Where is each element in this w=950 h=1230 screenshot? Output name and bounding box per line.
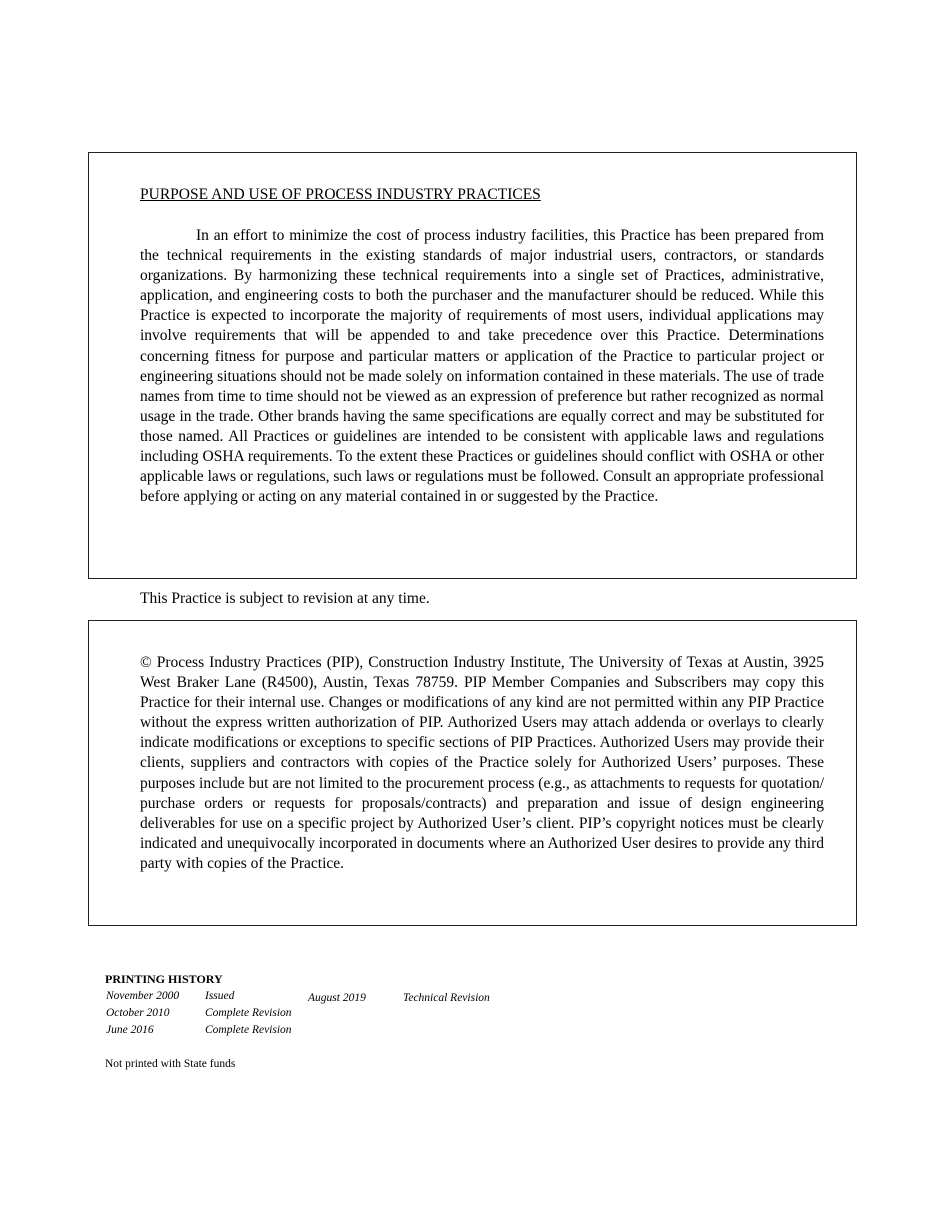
- purpose-paragraph: In an effort to minimize the cost of process industry facilities, this Practice has been prepared from the technical requirements in the existing standards of major industrial users, contractors, or standards organizations. By harmonizing these technical requirements into a single set of Practices, administrative, application, and engineering costs to both the purchaser and the manufacturer should be reduced. While this Practice is expected to incorporate the majority of requirements of most users, individual applications may involve requirements that will be appended to and take precedence over this Practice. Determinations concerning fitness for purpose and particular matters or application of the Practice to particular project or engineering situations should not be made solely on information contained in these materials. The use of trade names from time to time should not be viewed as an expression of preference but rather recognized as normal usage in the trade. Other brands having the same specifications are equally correct and may be substituted for those named. All Practices or guidelines are intended to be consistent with applicable laws and regulations including OSHA requirements. To the extent these Practices or guidelines should conflict with OSHA or other applicable laws or regulations, such laws or regulations must be followed. Consult an appropriate professional before applying or acting on any material contained in or suggested by the Practice.: [140, 227, 824, 506]
- history-entry-description: Technical Revision: [403, 992, 490, 1004]
- history-entry-description: Complete Revision: [205, 1024, 292, 1036]
- history-dates-column: [106, 988, 179, 1039]
- history-descriptions-column: [205, 988, 292, 1039]
- history-entry-description: Complete Revision: [205, 1007, 292, 1019]
- printing-history-table: [105, 988, 490, 1040]
- printing-history: [105, 970, 490, 1040]
- history-descriptions-column-2: [403, 990, 490, 1007]
- history-entry-date: August 2019: [308, 992, 366, 1004]
- history-entry-date: June 2016: [106, 1024, 154, 1036]
- history-entry-date: November 2000: [106, 990, 180, 1002]
- revision-note: This Practice is subject to revision at any time.: [140, 590, 430, 607]
- printing-history-heading: PRINTING HISTORY: [105, 972, 223, 986]
- history-dates-column-2: [308, 990, 366, 1007]
- purpose-section: [88, 152, 857, 579]
- purpose-title: PURPOSE AND USE OF PROCESS INDUSTRY PRACTICES: [140, 186, 541, 203]
- history-entry-date: October 2010: [106, 1007, 170, 1019]
- history-entry-description: Issued: [205, 990, 235, 1002]
- funds-note: Not printed with State funds: [105, 1058, 236, 1070]
- copyright-paragraph: © Process Industry Practices (PIP), Construction Industry Institute, The University of Texas at Austin, 3925 West Braker Lane (R4500), Austin, Texas 78759. PIP Member Companies and Subscribers may copy this Practice for their internal use. Changes or modifications of any kind are not permitted within any PIP Practice without the express written authorization of PIP. Authorized Users may attach addenda or overlays to clearly indicate modifications or exceptions to specific sections of PIP Practices. Authorized Users may provide their clients, suppliers and contractors with copies of the Practice solely for Authorized Users’ purposes. These purposes include but are not limited to the procurement process (e.g., as attachments to requests for quotation/ purchase orders or requests for proposals/contracts) and preparation and issue of design engineering deliverables for use on a specific project by Authorized User’s client. PIP’s copyright notices must be clearly indicated and unequivocally incorporated in documents where an Authorized User desires to provide any third party with copies of the Practice.: [140, 654, 824, 872]
- copyright-section: [88, 620, 857, 926]
